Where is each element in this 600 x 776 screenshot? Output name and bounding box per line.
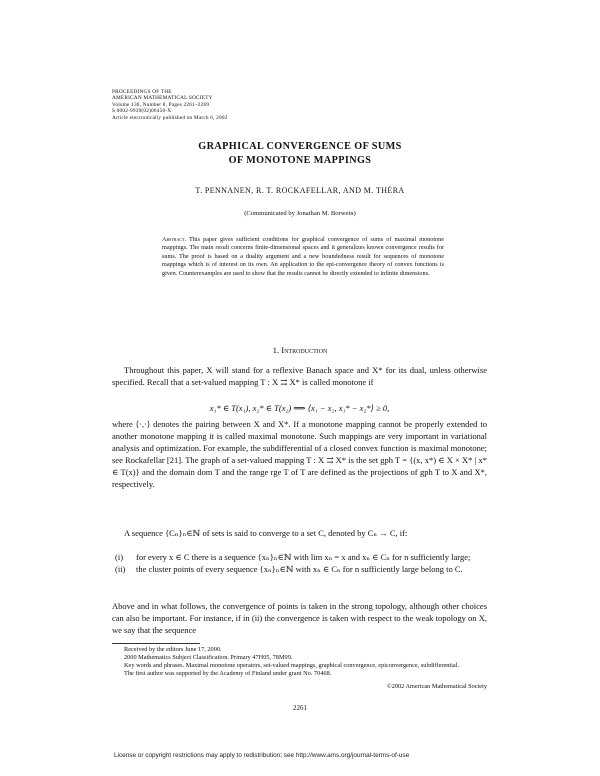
journal-header-line: PROCEEDINGS OF THE xyxy=(112,89,172,95)
copyright-notice: ©2002 American Mathematical Society xyxy=(386,683,487,690)
footnotes xyxy=(112,646,487,678)
footnote-msc: 2000 Mathematics Subject Classification. Primary 47H05, 78M99. xyxy=(124,654,293,662)
convergence-conditions-list xyxy=(112,551,487,575)
section-title: Introduction xyxy=(281,345,328,355)
section-number: 1. xyxy=(272,345,280,355)
footnote-rule xyxy=(112,643,200,644)
list-item xyxy=(112,551,487,563)
paragraph-4: Above and in what follows, the convergence of points is taken in the strong topology, although other choices can also be important. For instance, if in (ii) the convergence is taken with respect to the weak topology on X, we say that the sequence xyxy=(112,601,487,636)
list-item-label: (ii) xyxy=(115,564,126,575)
journal-header-line: Volume 130, Number 8, Pages 2261–2269 xyxy=(112,101,210,108)
footnote-received: Received by the editors June 17, 2000. xyxy=(124,646,222,653)
paragraph-1: Throughout this paper, X will stand for a reflexive Banach space and X* for its dual, unless otherwise specified. Recall that a set-valued mapping T : X ⇉ X* is called monotone if xyxy=(112,365,487,388)
abstract-label: Abstract. xyxy=(162,236,187,243)
list-item-text: for every x ∈ C there is a sequence {xₙ}ₙ∈ℕ with lim xₙ = x and xₙ ∈ Cₙ for n sufficiently large; xyxy=(136,552,471,562)
abstract-text: This paper gives sufficient conditions for graphical convergence of sums of maximal monotone mappings. The main result concerns finite-dimensional spaces and it generalizes known convergence results for sums. The proof is based on a duality argument and a new boundedness result for sequences of monotone mappings which is of interest on its own. An application to the epi-convergence theory of convex functions is given. Counterexamples are used to show that the results cannot be directly extended to infinite dimensions. xyxy=(162,236,444,277)
footnote-keywords: Key words and phrases. Maximal monotone operators, set-valued mappings, graphical convergence, epiconvergence, subdifferential. xyxy=(124,662,460,670)
journal-header-line: S 0002-9939(02)06450-X xyxy=(112,108,172,115)
page-number: 2261 xyxy=(293,704,307,712)
section-heading xyxy=(0,345,600,355)
communicated-by: (Communicated by Jonathan M. Borwein) xyxy=(244,210,356,217)
paper-title-line-1: GRAPHICAL CONVERGENCE OF SUMS xyxy=(198,141,402,152)
journal-header-line: AMERICAN MATHEMATICAL SOCIETY xyxy=(112,95,213,102)
journal-header xyxy=(112,89,362,121)
license-notice: License or copyright restrictions may apply to redistribution; see http://www.ams.org/journal-terms-of-use xyxy=(114,752,410,759)
list-item-text: the cluster points of every sequence {xₙ}ₙ∈ℕ with xₙ ∈ Cₙ for n sufficiently large belong to C. xyxy=(136,564,463,575)
abstract xyxy=(162,236,444,278)
list-item xyxy=(112,563,487,575)
paragraph-2: where ⟨·,·⟩ denotes the pairing between X and X*. If a monotone mapping cannot be properly extended to another monotone mapping it is called maximal monotone. Such mappings are very important in variational analysis and optimization. For example, the subdifferential of a closed convex function is maximal monotone; see Rockafellar [21]. The graph of a set-valued mapping T : X ⇉ X* is the set gph T = {(x, x*) ∈ X × X* | x* ∈ T(x)} and the domain dom T and the range rge T of T are defined as the projections of gph T to X and X*, respectively. xyxy=(112,419,487,490)
list-item-label: (i) xyxy=(115,552,124,562)
authors: T. PENNANEN, R. T. ROCKAFELLAR, AND M. THÉRA xyxy=(195,186,405,195)
display-equation: x₁* ∈ T(x₁), x₂* ∈ T(x₂) ⟹ ⟨x₁ − x₂, x₁* − x₂*⟩ ≥ 0, xyxy=(209,403,390,413)
footnote-grant: The first author was supported by the Academy of Finland under grant No. 70468. xyxy=(124,670,332,678)
paper-title-line-2: OF MONOTONE MAPPINGS xyxy=(228,155,372,166)
journal-header-line: Article electronically published on March 6, 2002 xyxy=(112,114,228,121)
paragraph-3: A sequence {Cₙ}ₙ∈ℕ of sets is said to converge to a set C, denoted by Cₙ → C, if: xyxy=(124,528,408,538)
